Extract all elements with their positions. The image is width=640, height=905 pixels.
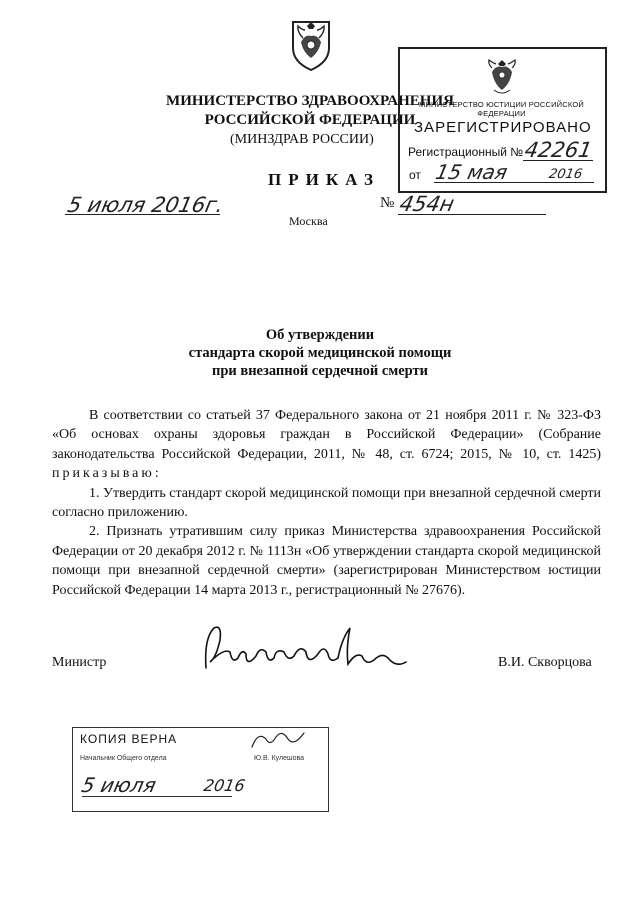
copy-stamp-chief-label: Начальник Общего отдела <box>80 755 167 762</box>
copy-stamp-chief-name: Ю.В. Кулешова <box>254 755 305 762</box>
stamp-reg-number-label: Регистрационный № <box>408 145 524 159</box>
order-date: 5 июля 2016г. <box>65 193 226 217</box>
copy-stamp-date-underline <box>82 796 232 797</box>
copy-stamp-title: КОПИЯ ВЕРНА <box>80 732 178 746</box>
ministry-line-1: МИНИСТЕРСТВО ЗДРАВООХРАНЕНИЯ <box>166 93 454 109</box>
order-subject <box>120 326 520 380</box>
stamp-reg-number: 42261 <box>522 138 594 162</box>
order-number-label: № <box>380 195 395 211</box>
copy-stamp-date: 5 июля <box>79 773 159 797</box>
stamp-date-underline <box>434 182 594 183</box>
body-paragraph-item-1: 1. Утвердить стандарт скорой медицинской помощи при внезапной сердечной смерти согласно приложению. <box>52 485 601 521</box>
body-paragraph-item-2: 2. Признать утратившим силу приказ Министерства здравоохранения Российской Федерации от 20 декабря 2012 г. № 1113н «Об утверждении стандарта скорой медицинской помощи при внезапной сердечной смерти» (зарегистрирован Министерством юстиции Российской Федерации 14 марта 2013 г., регистрационный № 27676). <box>52 524 601 598</box>
order-body <box>52 406 601 600</box>
copy-signature-icon <box>248 725 308 755</box>
stamp-emblem-icon <box>484 58 520 96</box>
stamp-reg-number-underline <box>523 160 593 161</box>
subject-line-1: Об утверждении <box>265 327 375 343</box>
copy-stamp-year: 2016 <box>202 776 247 795</box>
signatory-title: Министр <box>52 655 107 670</box>
order-city: Москва <box>289 214 328 228</box>
order-number-underline <box>398 214 546 215</box>
subject-line-3: при внезапной сердечной смерти <box>211 363 429 379</box>
preamble-text: В соответствии со статьей 37 Федерального закона от 21 ноября 2011 г. № 323-ФЗ «Об основах охраны здоровья граждан в Российской Федерации» (Собрание законодательства Российской Федерации, 2011, № 48, ст. 6724; 2015, № 10, ст. 1425) <box>52 408 601 462</box>
ministry-line-2: РОССИЙСКОЙ ФЕДЕРАЦИИ <box>204 112 416 128</box>
subject-line-2: стандарта скорой медицинской помощи <box>188 345 452 361</box>
stamp-status: ЗАРЕГИСТРИРОВАНО <box>414 119 592 136</box>
order-number: 454н <box>397 192 457 216</box>
stamp-date-prefix: от <box>409 168 421 182</box>
body-paragraph-preamble <box>52 406 601 484</box>
order-date-underline <box>65 214 220 215</box>
order-word: приказываю: <box>52 466 162 482</box>
signature-icon <box>200 618 415 680</box>
signatory-name: В.И. Скворцова <box>498 655 592 670</box>
stamp-year: 2016 <box>547 167 584 182</box>
document-type: ПРИКАЗ <box>268 170 380 189</box>
stamp-date: 15 мая <box>433 160 510 184</box>
ministry-short-name: (МИНЗДРАВ РОССИИ) <box>230 132 374 147</box>
emblem-icon <box>283 14 339 72</box>
stamp-authority: МИНИСТЕРСТВО ЮСТИЦИИ РОССИЙСКОЙ ФЕДЕРАЦИИ <box>419 100 584 118</box>
